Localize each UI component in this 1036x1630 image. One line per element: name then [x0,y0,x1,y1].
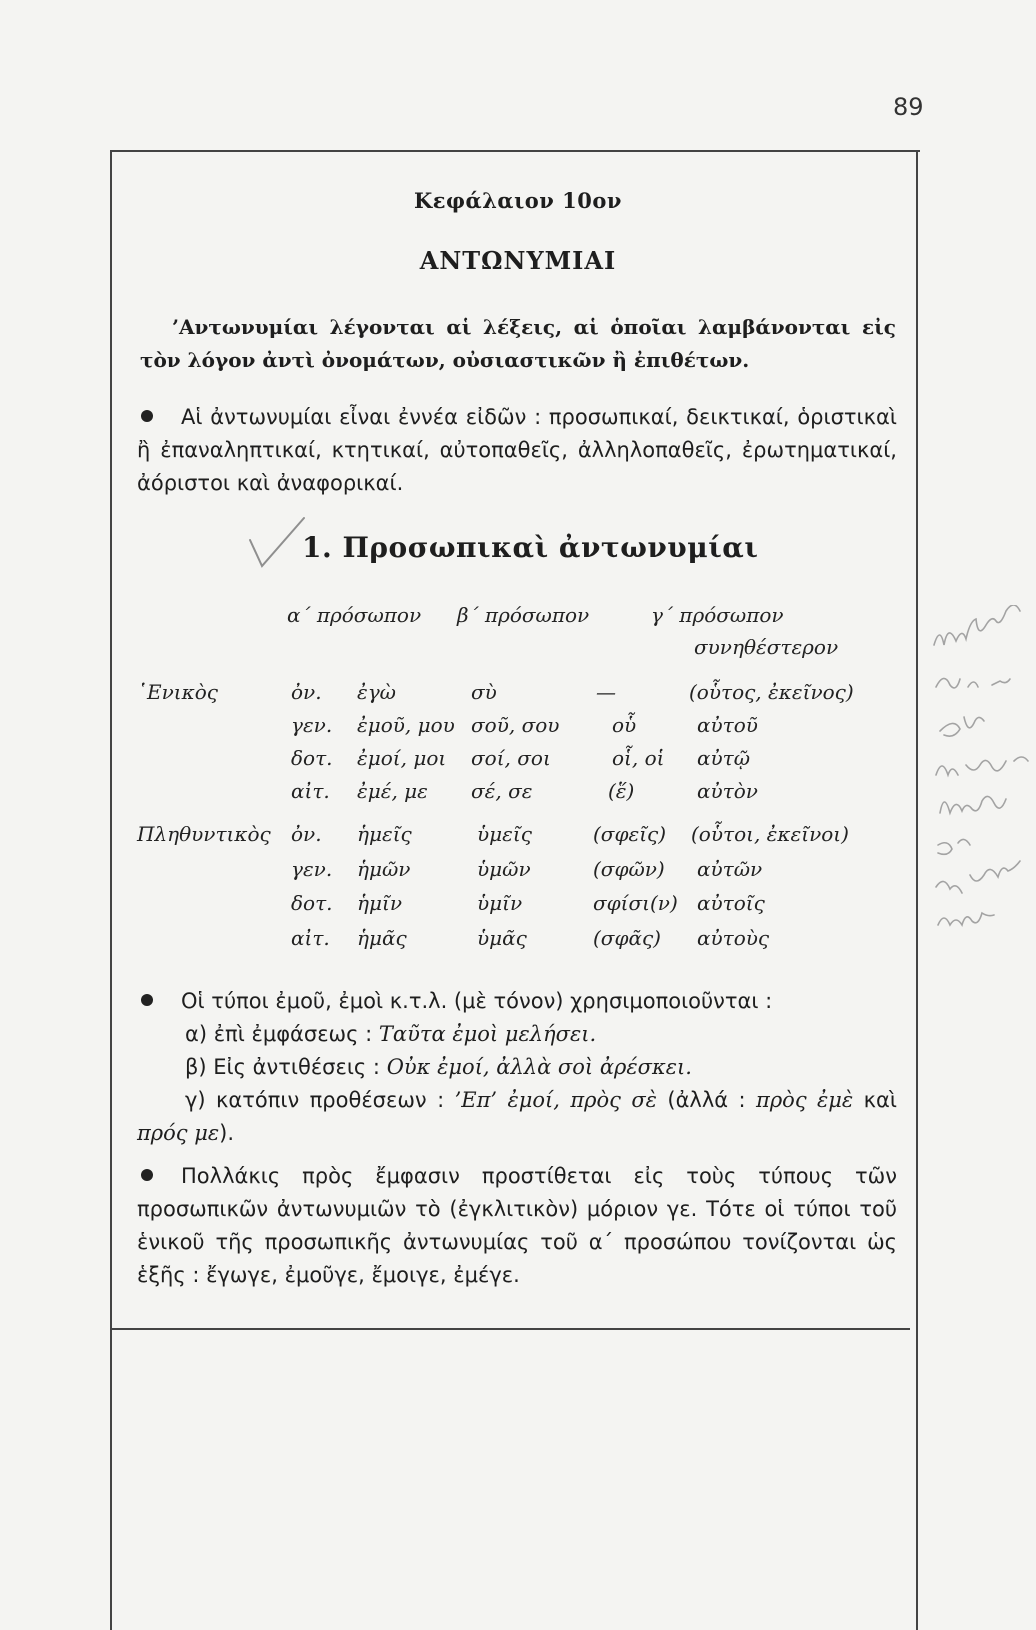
singular-second: σέ, σε [471,779,533,803]
plural-common: αὐτῶν [697,857,763,881]
gamma-example: ’Επ’ ἐμοί, πρὸς σὲ [454,1088,657,1112]
chapter-title: ΑΝΤΩΝΥΜΙΑΙ [419,246,617,275]
singular-third: οἷ, οἱ [612,746,665,770]
plural-label: Πληθυντικὸς [137,822,271,846]
pencil-marginalia-icon [930,605,1036,945]
gamma-close: ). [219,1121,235,1145]
ge-particle-paragraph [137,1160,897,1292]
types-intro: Οἱ τύποι ἐμοῦ, ἐμοὶ κ.τ.λ. (μὲ τόνον) χρησιμοποιοῦνται : [181,989,773,1013]
plural-second: ὑμῖν [477,891,523,915]
header-third-common: συνηθέστερον [694,635,839,659]
plural-first: ἡμεῖς [357,822,412,846]
bullet-icon [141,994,153,1006]
singular-first: ἐμοῦ, μου [357,713,455,737]
frame-bottom-rule [110,1328,910,1330]
singular-case: γεν. [291,713,333,737]
gamma-example2: πρὸς ἐμὲ [756,1088,854,1112]
header-third-person: γ΄ πρόσωπον [651,603,784,627]
plural-first: ἡμῖν [357,891,402,915]
frame-left-rule [110,150,112,1630]
beta-example: Οὐκ ἐμοί, ἀλλὰ σοὶ ἀρέσκει. [386,1055,692,1079]
singular-third: (ἕ) [608,779,635,803]
plural-third: σφίσι(ν) [593,891,678,915]
plural-first: ἡμᾶς [357,926,407,950]
ge-text: Πολλάκις πρὸς ἔμφασιν προστίθεται εἰς τοὺς τύπους τῶν προσωπικῶν ἀντωνυμιῶν τὸ (ἐγκλιτικὸν) μόριον γε. Τότε οἱ τύποι τοῦ ἑνικοῦ τῆς προσωπικῆς ἀντωνυμίας τοῦ α΄ προσώπου τονίζονται ὡς ἑξῆς : ἔγωγε, ἐμοῦγε, ἔμοιγε, ἐμέγε. [137,1164,897,1287]
singular-second: σοί, σοι [471,746,551,770]
chapter-heading: Κεφάλαιον 10ον [414,188,622,213]
pencil-checkmark-icon [244,510,308,574]
page-number: 89 [893,93,924,121]
section-heading: 1. Προσωπικαὶ ἀντωνυμίαι [302,531,759,564]
plural-third: (σφεῖς) [593,822,667,846]
singular-common: αὐτὸν [697,779,758,803]
singular-third: — [596,680,616,704]
header-first-person: α΄ πρόσωπον [287,603,422,627]
plural-case: γεν. [291,857,333,881]
plural-case: αἰτ. [291,926,330,950]
singular-common: (οὗτος, ἐκεῖνος) [689,680,854,704]
plural-common: αὐτοὺς [697,926,770,950]
singular-first: ἐμοί, μοι [357,746,447,770]
plural-third: (σφῶν) [593,857,665,881]
alpha-example: Ταῦτα ἐμοὶ μελήσει. [378,1022,597,1046]
beta-label: β) Εἰς ἀντιθέσεις : [185,1055,381,1079]
types-usage-paragraph [137,985,897,1150]
plural-common: (οὗτοι, ἐκεῖνοι) [691,822,849,846]
kinds-text: Αἱ ἀντωνυμίαι εἶναι ἐννέα εἰδῶν : προσωπικαί, δεικτικαί, ὁριστικαὶ ἢ ἐπαναληπτικαί, κτητικαί, αὐτοπαθεῖς, ἀλληλοπαθεῖς, ἐρωτηματικαί, ἀόριστοι καὶ ἀναφορικαί. [137,405,897,495]
singular-first: ἐμέ, με [357,779,428,803]
singular-label: ῾Ενικὸς [137,680,218,704]
plural-second: ὑμῶν [477,857,531,881]
singular-second: σοῦ, σου [471,713,560,737]
plural-second: ὑμᾶς [477,926,527,950]
bullet-icon [141,410,153,422]
singular-third: οὗ [612,713,637,737]
singular-case: αἰτ. [291,779,330,803]
frame-top-rule [110,150,920,152]
definition-paragraph: ’Αντωνυμίαι λέγονται αἱ λέξεις, αἱ ὁποῖαι λαμβάνονται εἰς τὸν λόγον ἀντὶ ὀνομάτων, οὐσιαστικῶν ἢ ἐπιθέτων. [140,315,896,372]
singular-case: δοτ. [291,746,333,770]
singular-second: σὺ [471,680,497,704]
singular-first: ἐγὼ [357,680,396,704]
plural-case: δοτ. [291,891,333,915]
plural-first: ἡμῶν [357,857,411,881]
gamma-example3: πρός με [137,1121,220,1145]
frame-right-rule [916,150,918,1630]
plural-third: (σφᾶς) [593,926,661,950]
singular-common: αὐτῷ [697,746,751,770]
bullet-icon [141,1169,153,1181]
kinds-paragraph [137,401,897,500]
plural-common: αὐτοῖς [697,891,765,915]
alpha-label: α) ἐπὶ ἐμφάσεως : [185,1022,373,1046]
header-second-person: β΄ πρόσωπον [457,603,590,627]
gamma-alla: (ἀλλά : [667,1088,746,1112]
gamma-label: γ) κατόπιν προθέσεων : [185,1088,445,1112]
singular-common: αὐτοῦ [697,713,758,737]
plural-second: ὑμεῖς [477,822,532,846]
gamma-kai: καὶ [863,1088,897,1112]
plural-case: ὀν. [291,822,322,846]
singular-case: ὀν. [291,680,322,704]
